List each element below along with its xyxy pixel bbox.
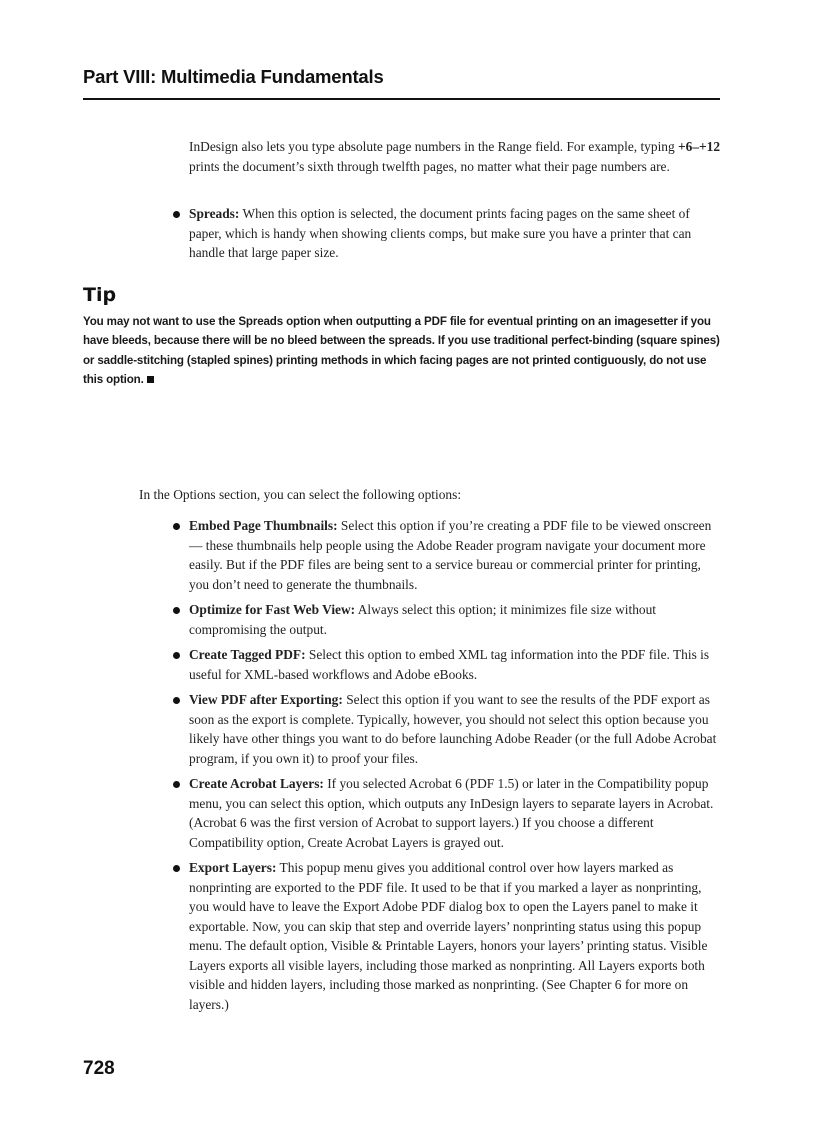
bullet-dot-icon [173,697,180,704]
bullet-list-pages [173,204,721,269]
header-rule [83,98,720,100]
list-item [173,600,721,639]
range-example-code: +6–+12 [678,139,721,154]
tip-text: You may not want to use the Spreads option when outputting a PDF file for eventual printing on an imagesetter if you have bleeds, because there will be no bleed between the spreads. If you use traditional perfect-binding (square spines) or saddle-stitching (stapled spines) printing methods in which facing pages are not printed contiguously, do not use this option. [83,315,720,387]
bullet-list-options [173,516,721,1020]
option-description: This popup menu gives you additional control over how layers marked as nonprinting are exported to the PDF file. It used to be that if you marked a layer as nonprinting, you would have to leave the Export Adobe PDF dialog box to open the Layers panel to make it exportable. Now, you can skip that step and override layers’ nonprinting status using this popup menu. The default option, Visible & Printable Layers, honors your layers’ printing status. Visible Layers exports all visible layers, including those marked as nonprinting. All Layers exports both visible and hidden layers, including those marked as nonprinting. (See Chapter 6 for more on layers.) [189,860,708,1012]
options-intro: In the Options section, you can select the following options: [139,487,462,502]
option-term: Embed Page Thumbnails: [189,518,338,533]
option-term: Export Layers: [189,860,277,875]
running-header: Part VIII: Multimedia Fundamentals [83,66,384,87]
option-term: Create Tagged PDF: [189,647,306,662]
option-description: Always select this option; it minimizes file size without compromising the output. [189,602,657,637]
option-description: Select this option if you’re creating a PDF file to be viewed onscreen — these thumbnails help people using the Adobe Reader program navigate your document more easily. But if the PDF files are being sent to a service bureau or commercial printer for printing, you don’t need to generate the thumbnails. [189,518,712,592]
tip-body [83,312,723,390]
range-continuation-paragraph [189,137,721,176]
option-description: Select this option to embed XML tag information into the PDF file. This is useful for XML-based workflows and Adobe eBooks. [189,647,710,682]
bullet-dot-icon [173,865,180,872]
bullet-dot-icon [173,523,180,530]
end-mark-icon [147,376,154,383]
option-term: Spreads: [189,206,240,221]
bullet-dot-icon [173,652,180,659]
list-item [173,516,721,594]
option-description: When this option is selected, the document prints facing pages on the same sheet of paper, which is handy when showing clients comps, but make sure you have a printer that can handle that large paper size. [189,206,692,260]
tip-heading: Tip [83,284,117,306]
option-description: If you selected Acrobat 6 (PDF 1.5) or later in the Compatibility popup menu, you can select this option, which outputs any InDesign layers to separate layers in Acrobat. (Acrobat 6 was the first version of Acrobat to support layers.) If you choose a different Compatibility option, Create Acrobat Layers is grayed out. [189,776,714,850]
list-item [173,645,721,684]
option-term: View PDF after Exporting: [189,692,343,707]
list-item [173,858,721,1014]
bullet-dot-icon [173,607,180,614]
bullet-dot-icon [173,211,180,218]
option-term: Create Acrobat Layers: [189,776,324,791]
bullet-dot-icon [173,781,180,788]
list-item [173,690,721,768]
list-item [173,204,721,263]
page-number: 728 [83,1058,115,1079]
range-text-before: InDesign also lets you type absolute page numbers in the Range field. For example, typing [189,139,679,154]
range-text-after: prints the document’s sixth through twelfth pages, no matter what their page numbers are. [189,158,670,174]
option-term: Optimize for Fast Web View: [189,602,356,617]
option-description: Select this option if you want to see the results of the PDF export as soon as the export is complete. Typically, however, you should not select this option because you likely have other things you want to do before launching Adobe Reader (or the full Adobe Acrobat program, if you own it) to proof your files. [189,692,717,766]
list-item [173,774,721,852]
